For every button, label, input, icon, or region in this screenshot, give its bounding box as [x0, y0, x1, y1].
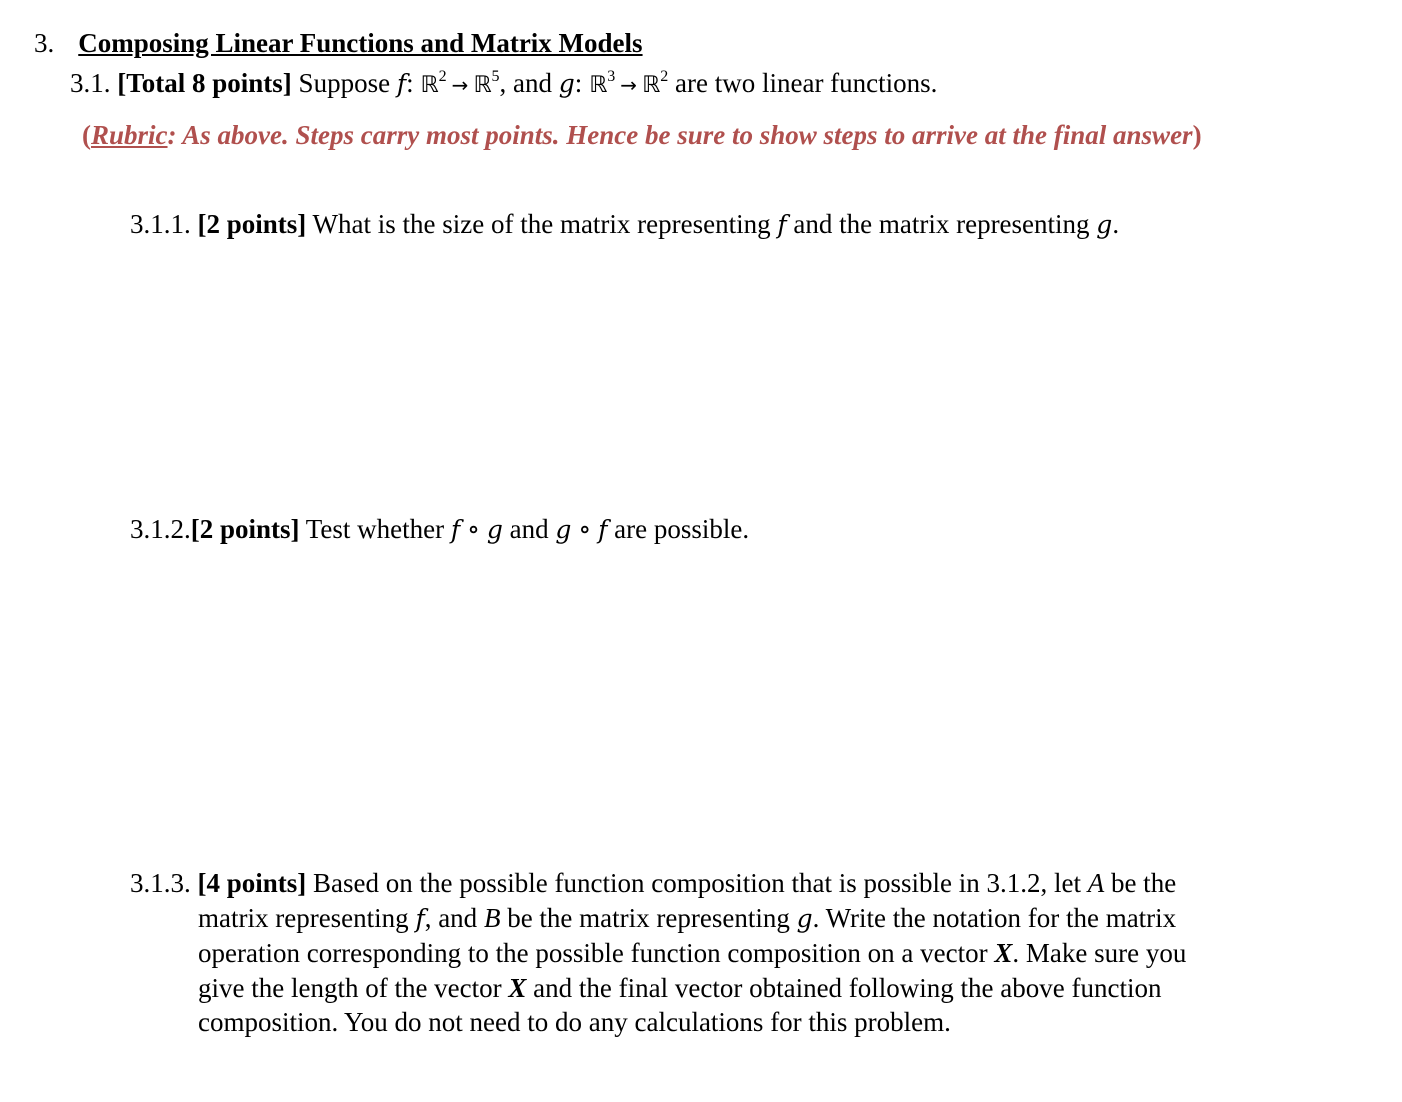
question-text: , and — [424, 902, 478, 933]
question-3-1-2 — [130, 512, 749, 547]
question-text: and the matrix representing — [793, 209, 1090, 239]
question-text: composition. You do not need to do any calculations for this problem. — [198, 1007, 951, 1037]
math-colon: : — [574, 68, 583, 98]
paragraph-line — [130, 936, 1186, 971]
math-colon: : — [406, 68, 414, 98]
arrow-icon: → — [620, 73, 638, 97]
math-exponent: 2 — [660, 68, 669, 85]
question-text: are possible. — [614, 514, 750, 544]
math-X: X — [994, 938, 1013, 968]
question-text: matrix representing — [198, 902, 409, 933]
paragraph-line — [130, 1005, 1186, 1040]
rubric-close-paren: ) — [1192, 120, 1202, 150]
section-heading — [34, 26, 643, 60]
text-tail: are two linear functions. — [675, 68, 938, 98]
math-reals: ℝ — [473, 72, 492, 98]
points-label: [2 points] — [190, 514, 300, 544]
question-number: 3.1.3. — [130, 868, 191, 898]
question-text: be the — [1110, 868, 1177, 898]
question-3-1-3 — [130, 866, 1186, 1040]
math-reals: ℝ — [589, 72, 608, 98]
points-label: [4 points] — [197, 868, 307, 898]
text-and: , and — [499, 68, 553, 98]
compose-icon: ∘ — [466, 514, 481, 544]
rubric-label: Rubric — [91, 120, 168, 150]
question-3-1 — [70, 66, 937, 102]
math-X: X — [508, 972, 527, 1003]
section-title: Composing Linear Functions and Matrix Models — [78, 28, 643, 58]
question-text: and the final vector obtained following the above function — [533, 972, 1162, 1003]
compose-icon: ∘ — [578, 514, 592, 544]
question-text: . Make sure you — [1012, 938, 1187, 968]
rubric-open-paren: ( — [82, 120, 91, 150]
question-text: What is the size of the matrix representing — [312, 209, 771, 239]
math-f: f — [415, 903, 425, 933]
math-g: g — [555, 515, 572, 544]
math-f: f — [777, 210, 787, 239]
math-exponent: 3 — [607, 68, 616, 85]
math-A: A — [1087, 868, 1105, 898]
math-g: g — [796, 903, 813, 933]
paragraph-line — [130, 971, 1186, 1006]
rubric-text: : As above. Steps carry most points. Hence be sure to show steps to arrive at the final answer — [167, 120, 1193, 150]
math-reals: ℝ — [642, 72, 661, 98]
question-number: 3.1.2. — [130, 514, 191, 544]
math-g: g — [486, 515, 503, 544]
question-text: Based on the possible function composition that is possible in 3.1.2, let — [313, 868, 1081, 898]
question-text: give the length of the vector — [198, 972, 502, 1003]
question-text: . Write the notation for the matrix — [812, 902, 1177, 933]
text-suppose: Suppose — [298, 68, 391, 98]
question-text: operation corresponding to the possible function composition on a vector — [198, 938, 988, 968]
text-and: and — [509, 514, 549, 544]
question-number: 3.1. — [70, 68, 111, 98]
question-text: Test whether — [305, 514, 445, 544]
rubric-note — [82, 118, 1202, 152]
points-label: [Total 8 points] — [117, 68, 292, 98]
arrow-icon: → — [451, 73, 469, 97]
section-number: 3. — [34, 28, 55, 58]
math-B: B — [483, 902, 501, 933]
question-text: be the matrix representing — [507, 902, 790, 933]
math-g: g — [1096, 210, 1113, 239]
math-g: g — [558, 69, 575, 98]
math-f: f — [598, 515, 608, 544]
question-number: 3.1.1. — [130, 209, 191, 239]
math-exponent: 5 — [491, 68, 500, 85]
points-label: [2 points] — [197, 209, 307, 239]
question-3-1-1 — [130, 207, 1119, 242]
math-reals: ℝ — [420, 72, 439, 98]
paragraph-line — [130, 866, 1186, 901]
math-exponent: 2 — [438, 68, 447, 85]
paragraph-line — [130, 901, 1186, 937]
math-f: f — [396, 69, 407, 98]
math-f: f — [450, 515, 461, 544]
period: . — [1112, 209, 1120, 239]
